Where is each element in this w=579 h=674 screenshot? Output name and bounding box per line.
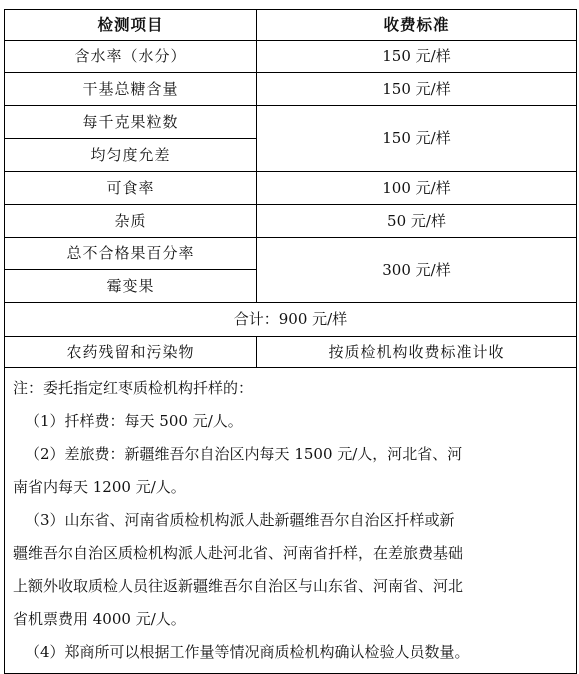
item-cell: 均匀度允差 xyxy=(5,139,257,172)
note-line: （2）差旅费：新疆维吾尔自治区内每天 1500 元/人，河北省、河 xyxy=(25,445,463,463)
header-row xyxy=(5,10,577,41)
total-row xyxy=(5,303,577,337)
note-line: （4）郑商所可以根据工作量等情况商质检机构确认检验人员数量。 xyxy=(25,643,470,661)
note-line: 注：委托指定红枣质检机构扦样的： xyxy=(13,379,254,397)
item-cell: 总不合格果百分率 xyxy=(5,238,257,270)
table-row xyxy=(5,205,577,238)
header-fee: 收费标准 xyxy=(257,10,577,41)
item-cell: 含水率（水分） xyxy=(5,41,257,73)
fee-cell: 300 元/样 xyxy=(257,238,577,303)
pesticide-fee-cell: 按质检机构收费标准计收 xyxy=(257,337,577,368)
total-cell: 合计：900 元/样 xyxy=(5,303,577,337)
fee-table xyxy=(4,9,577,674)
item-cell: 可食率 xyxy=(5,172,257,205)
pesticide-row xyxy=(5,337,577,368)
note-line: 上额外收取质检人员往返新疆维吾尔自治区与山东省、河南省、河北 xyxy=(13,577,464,595)
note-line: （3）山东省、河南省质检机构派人赴新疆维吾尔自治区扦样或新 xyxy=(25,511,455,529)
note-line: 疆维吾尔自治区质检机构派人赴河北省、河南省扦样，在差旅费基础 xyxy=(13,544,464,562)
table-row xyxy=(5,106,577,139)
table-row xyxy=(5,41,577,73)
table-row xyxy=(5,238,577,270)
header-item: 检测项目 xyxy=(5,10,257,41)
item-cell: 杂质 xyxy=(5,205,257,238)
note-line: （1）扦样费：每天 500 元/人。 xyxy=(25,412,243,430)
table-row xyxy=(5,172,577,205)
fee-cell: 100 元/样 xyxy=(257,172,577,205)
fee-cell: 150 元/样 xyxy=(257,41,577,73)
item-cell: 霉变果 xyxy=(5,270,257,303)
fee-cell: 150 元/样 xyxy=(257,106,577,172)
note-line: 省机票费用 4000 元/人。 xyxy=(13,610,186,628)
item-cell: 每千克果粒数 xyxy=(5,106,257,139)
fee-cell: 50 元/样 xyxy=(257,205,577,238)
notes-row xyxy=(5,368,577,674)
pesticide-item-cell: 农药残留和污染物 xyxy=(5,337,257,368)
item-cell: 干基总糖含量 xyxy=(5,73,257,106)
note-line: 南省内每天 1200 元/人。 xyxy=(13,478,186,496)
fee-cell: 150 元/样 xyxy=(257,73,577,106)
notes-cell xyxy=(5,368,577,674)
table-row xyxy=(5,73,577,106)
